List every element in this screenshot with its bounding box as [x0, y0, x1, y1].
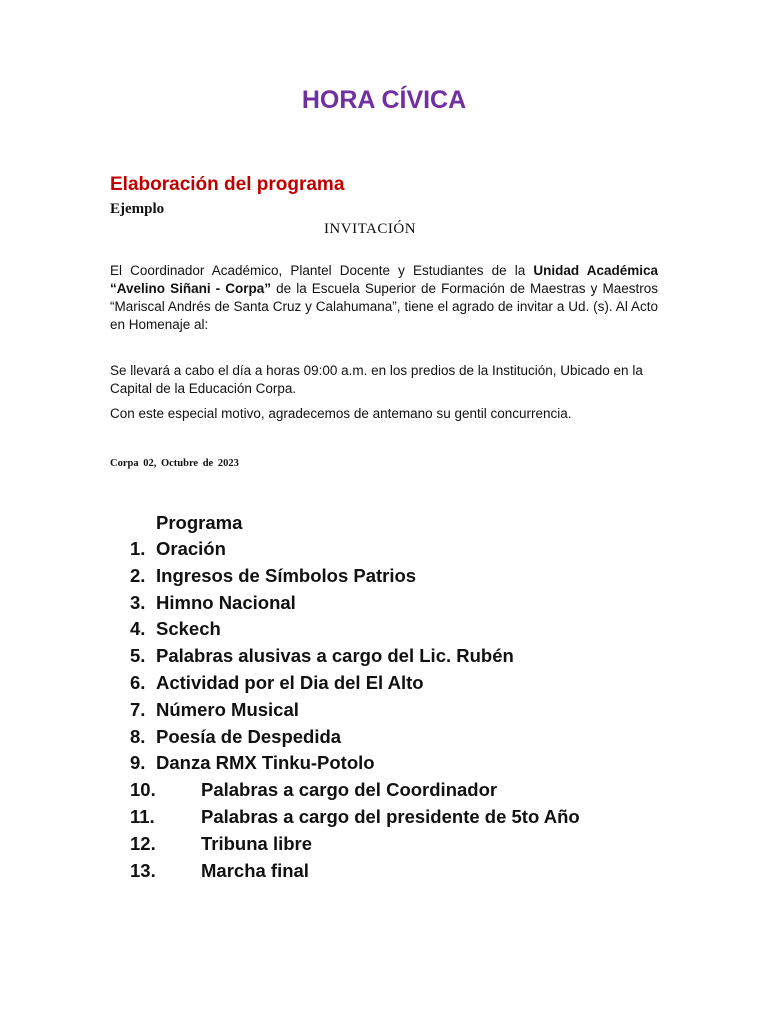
event-details-paragraph: Se llevará a cabo el día a horas 09:00 a.m. en los predios de la Institución, Ubicado en la Capital de la Educación Corpa. [110, 363, 643, 396]
program-list [130, 536, 580, 884]
item-text: Palabras a cargo del presidente de 5to Año [201, 805, 580, 827]
item-text: Marcha final [201, 859, 309, 881]
invitation-text-part1: El Coordinador Académico, Plantel Docente y Estudiantes de la [110, 263, 534, 278]
program-item [130, 697, 580, 724]
item-text: Danza RMX Tinku-Potolo [156, 752, 375, 774]
program-item [130, 804, 580, 831]
item-number: 7. [130, 698, 146, 720]
program-item [130, 536, 580, 563]
program-item [130, 670, 580, 697]
item-number: 12. [130, 832, 156, 854]
program-item [130, 777, 580, 804]
item-text: Poesía de Despedida [156, 725, 342, 747]
item-text: Actividad por el Dia del El Alto [156, 671, 424, 693]
item-number: 3. [130, 591, 146, 613]
item-text: Número Musical [156, 698, 299, 720]
item-text: Tribuna libre [201, 832, 313, 854]
page-title: HORA CÍVICA [301, 86, 467, 114]
item-text: Ingresos de Símbolos Patrios [156, 564, 417, 586]
program-item [130, 643, 580, 670]
program-item [130, 590, 580, 617]
program-item [130, 750, 580, 777]
invitation-paragraph [110, 262, 658, 334]
item-text: Himno Nacional [156, 591, 296, 613]
item-text: Palabras alusivas a cargo del Lic. Rubén [156, 645, 514, 667]
item-number: 2. [130, 564, 146, 586]
item-number: 11. [130, 805, 155, 827]
item-text: Oración [156, 538, 226, 559]
item-number: 1. [130, 538, 146, 559]
invitation-text-part2: de la Escuela Superior de Formación de Maestras y Maestros “Mariscal Andrés de Santa Cruz y Calahumana”, tiene el agrado de invitar a Ud. (s). Al Acto en Homenaje al: [110, 281, 658, 332]
item-number: 4. [130, 618, 146, 640]
program-item [130, 616, 580, 643]
program-item [130, 858, 580, 885]
institution-name: Unidad Académica “Avelino Siñani - Corpa” [110, 263, 658, 296]
item-number: 9. [130, 752, 146, 774]
program-section [130, 509, 580, 884]
program-item [130, 563, 580, 590]
program-item [130, 724, 580, 751]
item-text: Sckech [156, 618, 221, 640]
item-number: 13. [130, 859, 156, 881]
thanks-paragraph: Con este especial motivo, agradecemos de antemano su gentil concurrencia. [110, 406, 572, 421]
item-number: 10. [130, 779, 156, 801]
item-number: 6. [130, 671, 146, 693]
program-item [130, 831, 580, 858]
item-number: 8. [130, 725, 146, 747]
item-text: Palabras a cargo del Coordinador [201, 779, 498, 801]
date-line: Corpa 02, Octubre de 2023 [110, 458, 239, 469]
example-label: Ejemplo [110, 201, 165, 217]
section-heading: Elaboración del programa [110, 174, 345, 195]
program-title: Programa [156, 512, 243, 533]
item-number: 5. [130, 645, 146, 667]
invitation-title: INVITACIÓN [323, 221, 417, 237]
